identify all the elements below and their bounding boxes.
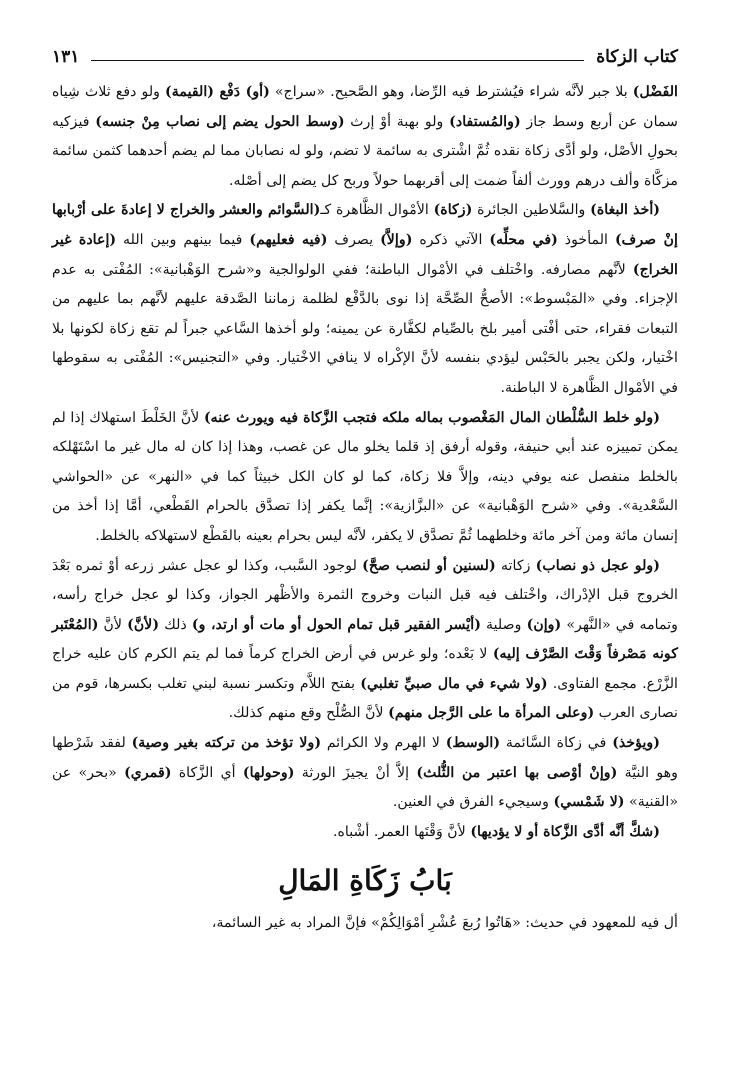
bold-text-run: (زكاة) bbox=[433, 202, 473, 219]
bold-text-run: (أيْسر الفقير قبل تمام الحول أو مات أو ارتد، و) bbox=[191, 616, 481, 633]
bold-text-run: (أخذ البغاة) bbox=[590, 202, 661, 219]
text-run: ذلك bbox=[159, 616, 192, 633]
text-run: في زكاة السَّائمة bbox=[500, 735, 613, 752]
paragraph bbox=[52, 818, 678, 848]
paragraph bbox=[52, 552, 678, 730]
bold-text-run: (وإنْ أوْصى بها اعتبر من الثُّلث) bbox=[416, 764, 618, 781]
text-run: لأنَّ الخَلْطَ استهلاك إذا لم يمكن تمييزه عند أبي حنيفة، وقوله أرفق إذ قلما يخلو مال عن غصب، وهذا إذا كان له مال غير ما اسْتَهْلكه بالخلط منفصل عنه يوفي دينه، وإلاَّ فلا زكاة، كما لو كان الكل خبيثاً كما في «النهر» عن «الحواشي السَّعْدية». وفي «شرح الوَهْبانية» عن «البزَّازية»: إنَّما يكفر إذا تصدَّق بالحرام القَطْعي، أمَّا إذا أخذ من إنسان مائة ومن آخر مائة وخلطهما ثُمَّ تصدَّق لا يكفر، لأنَّه ليس بحرام بعينه بالقَطْع لاستهلاكه بالخلط. bbox=[52, 409, 678, 544]
bold-text-run: (الوسط) bbox=[445, 735, 501, 752]
text-run: لأنَّ الصُّلْح وقع منهم كذلك. bbox=[228, 705, 389, 722]
text-run: لا الهرم ولا الكرائم bbox=[321, 735, 446, 752]
bold-text-run: (لا شَمْسي) bbox=[553, 794, 625, 811]
bold-text-run: (لأنَّ) bbox=[127, 616, 160, 633]
bold-text-run: (ولا شيء في مال صبيِّ تغلبي) bbox=[360, 675, 548, 692]
bold-text-run: (فيه فعليهم) bbox=[249, 231, 328, 248]
bold-text-run: (السَّوائم والعشر والخراج لا إعادةَ على أرْبابها إنْ صرف) bbox=[52, 202, 678, 248]
text-run: لأنَّ bbox=[98, 616, 128, 633]
text-run: لوجود السَّبب، وكذا لو عجل عشر زرعه أوْ ثمره بَعْدَ الخروج قبل الإدْراك، واخْتلف فيه قبل النبات وخروج الثمرة والأظْهر الجواز، وكذا لو عجل خراج رأسه، وتمامه في «النَّهر» bbox=[52, 557, 678, 633]
text-run: وصلية bbox=[480, 616, 527, 633]
text-run: «بحر» عن «القنية» bbox=[52, 764, 678, 811]
paragraph bbox=[52, 909, 678, 939]
text-run: بفتح اللاَّم وتكسر نسبة لبني تغلب بكسرها، قوم من نصارى العرب bbox=[52, 675, 678, 722]
page-number: ١٣١ bbox=[52, 47, 80, 67]
text-run: الأمْوال الظَّاهرة كـ bbox=[320, 202, 434, 219]
header-rule bbox=[91, 60, 584, 61]
text-run: وسيجيء الفرق في العنين. bbox=[392, 794, 554, 811]
paragraph bbox=[52, 196, 678, 403]
text-run: لا بَعْده؛ ولو غرس في أرض الخراج كرماً فما لم يتم الكرم كان عليه خراج الزَّرْع. مجمع الفتاوى. bbox=[52, 646, 678, 692]
bold-text-run: (ولا تؤخذ من تركته بغير وصية) bbox=[131, 735, 322, 752]
bold-text-run: (والمُستفاد) bbox=[449, 113, 521, 130]
text-run: لأنَّ وَقْتَها العمر. أشْباه. bbox=[332, 823, 471, 840]
bold-text-run: (إعادة غير الخراج) bbox=[52, 231, 678, 278]
text-run: فيزكيه بحولِ الأصْل، ولو أدَّى زكاة نقده ثُمَّ اشْترى به سائمة لا تضم، ولو له نصابان مما لم يضم أحدهما كثمن سائمة مزكَّاة وألف درهم وورث ألفاً ضمت إلى أقربهما حولاً وربح كل يضم إلى أصْله. bbox=[52, 113, 678, 189]
bold-text-run: (وإلاَّ) bbox=[380, 231, 413, 248]
text-run: بلا جبر لأنَّه شراء فيُشترط فيه الرِّضا، وهو الصَّحيح. «سراج» bbox=[269, 84, 633, 100]
bold-text-run: (في محلِّه) bbox=[489, 231, 558, 248]
bold-text-run: (أو) دَفْع (القيمة) bbox=[165, 84, 270, 100]
paragraph bbox=[52, 729, 678, 818]
text-run: أل فيه للمعهود في حديث: «هَاتُوا رُبعَ عُشْرِ أمْوَالِكُمْ» فإنَّ المراد به غير السائمة، bbox=[211, 915, 678, 932]
bold-text-run: (وسط الحول يضم إلى نصاب مِنْ جنسه) bbox=[95, 113, 345, 130]
paragraph bbox=[52, 78, 678, 196]
text-run: فيما بينهم وبين الله bbox=[116, 231, 250, 248]
bold-text-run: (وعلى المرأة ما على الرَّجل منهم) bbox=[388, 705, 595, 722]
page-header bbox=[52, 44, 678, 70]
text-run: يصرف bbox=[327, 231, 381, 248]
bold-text-run: (ولو عجل ذو نصاب) bbox=[535, 557, 660, 574]
final-text bbox=[52, 909, 678, 939]
bold-text-run: (لسنين أو لنصب صحَّ) bbox=[362, 557, 496, 574]
bold-text-run: (وإن) bbox=[526, 616, 562, 633]
bold-text-run: (قمري) bbox=[124, 764, 172, 781]
bold-text-run: (وحولها) bbox=[242, 764, 295, 781]
text-run: الآتي ذكره bbox=[412, 231, 490, 248]
text-run: زكاته bbox=[495, 557, 536, 574]
bold-text-run: (شكَّ أنَّه أدَّى الزَّكاة أو لا يؤديها) bbox=[470, 823, 660, 840]
text-run: أي الزَّكاة bbox=[171, 764, 243, 781]
bold-text-run: الفَضْل) bbox=[632, 84, 678, 100]
bold-text-run: (المُعْتَبر كونه مَصْرفاً وَقْتَ الصَّرْف إليه) bbox=[52, 616, 679, 663]
paragraph bbox=[52, 404, 678, 552]
text-run: والسَّلاطين الجائرة bbox=[472, 202, 591, 219]
bold-text-run: (ولو خلط السُّلْطان المال المَغْصوب بماله ملكه فتجب الزَّكاة فيه ويورث عنه) bbox=[203, 409, 660, 426]
text-run: ولو بهبة أوْ إرث bbox=[344, 113, 450, 130]
bold-text-run: (ويؤخذ) bbox=[612, 735, 660, 752]
text-run: المأخوذ bbox=[557, 231, 615, 248]
running-title: كتاب الزكاة bbox=[596, 47, 678, 67]
text-run: لفقد شَرْطها وهو النيَّة bbox=[52, 735, 678, 781]
text-run: لأنَّهم مصارفه. واخْتلف في الأمْوال الباطنة؛ ففي الولوالجية و«شرح الوَهْبانية»: المُفْتى به عدم الإجزاء. وفي «المَبْسوط»: الأصحُّ الصِّحَّة إذا نوى بالدَّفْع لظلمة زماننا الصَّدقة عليهم لأنَّهم بما عليهم من التبعات فقراء، حتى أفْتى أمير بلخ بالصِّيام لكفَّارة عن يمينه؛ ولو أخذها السَّاعي جبراً لم تقع زكاة لكونها بلا اخْتيار، ولكن يجبر بالحَبْس ليؤدي بنفسه لأنَّ الإكْراه لا ينافي الاخْتيار. وفي «التجنيس»: المُفْتى به سقوطها في الأمْوال الظَّاهرة لا الباطنة. bbox=[52, 261, 678, 396]
section-title: بَابُ زَكَاةِ المَالِ bbox=[278, 864, 452, 898]
text-run: ولو دفع ثلاث شِياه سمان عن أربع وسط جاز bbox=[52, 84, 679, 130]
text-run: إلاَّ أنْ يجيزَ الورثة bbox=[294, 764, 417, 781]
body-text bbox=[52, 78, 678, 847]
